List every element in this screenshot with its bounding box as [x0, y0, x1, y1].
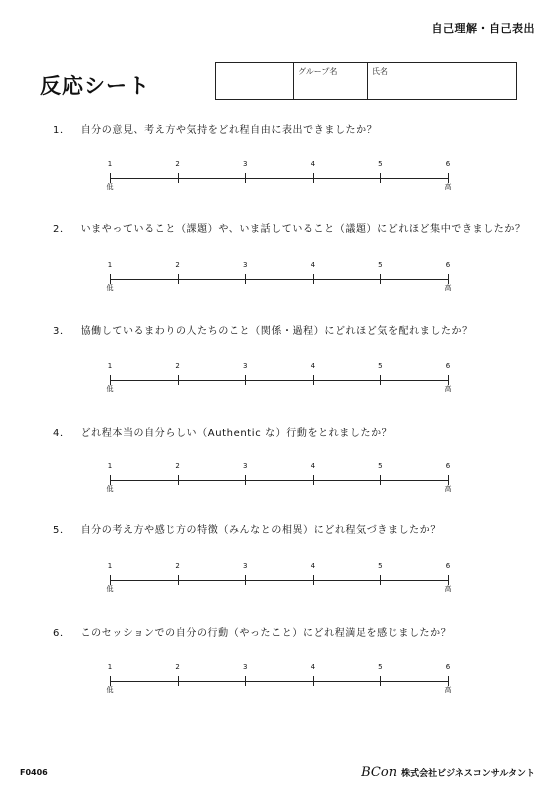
scale-tick[interactable] — [178, 274, 179, 284]
scale-tick-label: 3 — [242, 562, 248, 570]
question-text: いまやっていること（課題）や、いま話していること（議題）にどれほど集中できましたか？ — [80, 224, 526, 235]
scale-tick-label: 2 — [175, 362, 180, 370]
scale-low-label: 低 — [106, 385, 114, 393]
scale-tick-label: 4 — [310, 261, 316, 269]
scale-tick-label: 4 — [310, 362, 316, 370]
scale-tick[interactable] — [380, 274, 381, 284]
question-number: 2． — [53, 224, 71, 235]
scale-tick-label: 3 — [242, 261, 248, 269]
question-text: 自分の意見、考え方や気持をどれ程自由に表出できましたか？ — [80, 125, 378, 136]
scale-tick-label: 2 — [175, 462, 180, 470]
question-text: 自分の考え方や感じ方の特徴（みんなとの相異）にどれ程気づきましたか？ — [80, 525, 441, 536]
scale-axis — [110, 681, 448, 682]
scale-tick-label: 4 — [310, 160, 316, 168]
company-logo: BCon — [361, 765, 398, 780]
scale-tick-label: 1 — [107, 462, 113, 470]
scale-tick-label: 5 — [378, 261, 383, 269]
question-text: どれ程本当の自分らしい（Authentic な）行動をとれましたか？ — [80, 428, 393, 439]
scale-tick[interactable] — [245, 274, 246, 284]
rating-scale-1[interactable] — [106, 160, 452, 195]
scale-tick[interactable] — [245, 575, 246, 585]
scale-tick[interactable] — [380, 173, 381, 183]
scale-tick-label: 2 — [175, 261, 180, 269]
rating-scale-2[interactable] — [106, 261, 452, 296]
scale-tick[interactable] — [313, 375, 314, 385]
question-1 — [53, 121, 377, 136]
question-text: 協働しているまわりの人たちのこと（関係・過程）にどれほど気を配れましたか？ — [80, 326, 473, 337]
group-name-field[interactable] — [294, 63, 368, 99]
scale-high-label: 高 — [444, 686, 452, 694]
question-number: 5． — [53, 525, 71, 536]
question-5 — [53, 521, 441, 536]
scale-tick[interactable] — [313, 676, 314, 686]
scale-tick-label: 6 — [445, 362, 451, 370]
rating-scale-6[interactable] — [106, 663, 452, 698]
question-6 — [53, 624, 451, 639]
scale-tick-label: 1 — [107, 562, 113, 570]
company-name: 株式会社ビジネスコンサルタント — [401, 769, 535, 779]
scale-tick-label: 5 — [378, 663, 383, 671]
scale-tick-label: 1 — [107, 362, 113, 370]
scale-tick-label: 5 — [378, 362, 383, 370]
scale-tick[interactable] — [380, 475, 381, 485]
rating-scale-4[interactable] — [106, 462, 452, 497]
scale-tick[interactable] — [178, 575, 179, 585]
name-label: 氏名 — [372, 67, 388, 76]
scale-axis — [110, 380, 448, 381]
scale-tick-label: 6 — [445, 562, 451, 570]
question-number: 3． — [53, 326, 71, 337]
blank-field[interactable] — [216, 63, 294, 99]
group-name-label: グループ名 — [298, 67, 338, 76]
scale-tick-label: 4 — [310, 663, 316, 671]
scale-tick-label: 4 — [310, 562, 316, 570]
scale-tick-label: 3 — [242, 462, 248, 470]
scale-tick[interactable] — [313, 274, 314, 284]
company-credit — [361, 765, 535, 780]
scale-high-label: 高 — [444, 585, 452, 593]
scale-tick-label: 5 — [378, 462, 383, 470]
scale-high-label: 高 — [444, 183, 452, 191]
scale-tick-label: 1 — [107, 160, 113, 168]
question-4 — [53, 424, 392, 439]
scale-tick-label: 1 — [107, 261, 113, 269]
question-text: このセッションでの自分の行動（やったこと）にどれ程満足を感じましたか？ — [80, 628, 452, 639]
scale-tick[interactable] — [245, 173, 246, 183]
scale-tick-label: 3 — [242, 663, 248, 671]
scale-tick[interactable] — [245, 375, 246, 385]
question-number: 6． — [53, 628, 71, 639]
scale-axis — [110, 580, 448, 581]
document-category: 自己理解・自己表出 — [431, 22, 535, 35]
scale-low-label: 低 — [106, 585, 114, 593]
question-2 — [53, 220, 526, 235]
scale-high-label: 高 — [444, 385, 452, 393]
scale-tick-label: 6 — [445, 261, 451, 269]
scale-tick-label: 2 — [175, 160, 180, 168]
page-title: 反応シート — [40, 74, 150, 98]
scale-axis — [110, 480, 448, 481]
scale-tick-label: 3 — [242, 362, 248, 370]
scale-tick-label: 6 — [445, 462, 451, 470]
scale-tick-label: 2 — [175, 562, 180, 570]
scale-tick-label: 4 — [310, 462, 316, 470]
info-box — [215, 62, 517, 100]
scale-tick[interactable] — [178, 475, 179, 485]
scale-tick[interactable] — [380, 575, 381, 585]
question-number: 1． — [53, 125, 71, 136]
scale-tick-label: 1 — [107, 663, 113, 671]
scale-tick-label: 2 — [175, 663, 180, 671]
rating-scale-5[interactable] — [106, 562, 452, 597]
scale-low-label: 低 — [106, 686, 114, 694]
scale-tick[interactable] — [313, 173, 314, 183]
question-number: 4． — [53, 428, 71, 439]
scale-low-label: 低 — [106, 183, 114, 191]
scale-tick[interactable] — [178, 173, 179, 183]
scale-tick[interactable] — [178, 676, 179, 686]
scale-axis — [110, 279, 448, 280]
scale-tick[interactable] — [178, 375, 179, 385]
rating-scale-3[interactable] — [106, 362, 452, 397]
scale-high-label: 高 — [444, 485, 452, 493]
scale-high-label: 高 — [444, 284, 452, 292]
scale-tick[interactable] — [313, 575, 314, 585]
question-3 — [53, 322, 473, 337]
scale-tick-label: 6 — [445, 663, 451, 671]
scale-low-label: 低 — [106, 485, 114, 493]
scale-tick[interactable] — [380, 676, 381, 686]
scale-tick[interactable] — [313, 475, 314, 485]
scale-tick-label: 3 — [242, 160, 248, 168]
scale-tick-label: 5 — [378, 562, 383, 570]
name-field[interactable] — [368, 63, 516, 99]
scale-low-label: 低 — [106, 284, 114, 292]
scale-tick[interactable] — [380, 375, 381, 385]
scale-tick-label: 6 — [445, 160, 451, 168]
form-code: F0406 — [20, 768, 48, 777]
scale-tick[interactable] — [245, 475, 246, 485]
scale-axis — [110, 178, 448, 179]
scale-tick-label: 5 — [378, 160, 383, 168]
scale-tick[interactable] — [245, 676, 246, 686]
